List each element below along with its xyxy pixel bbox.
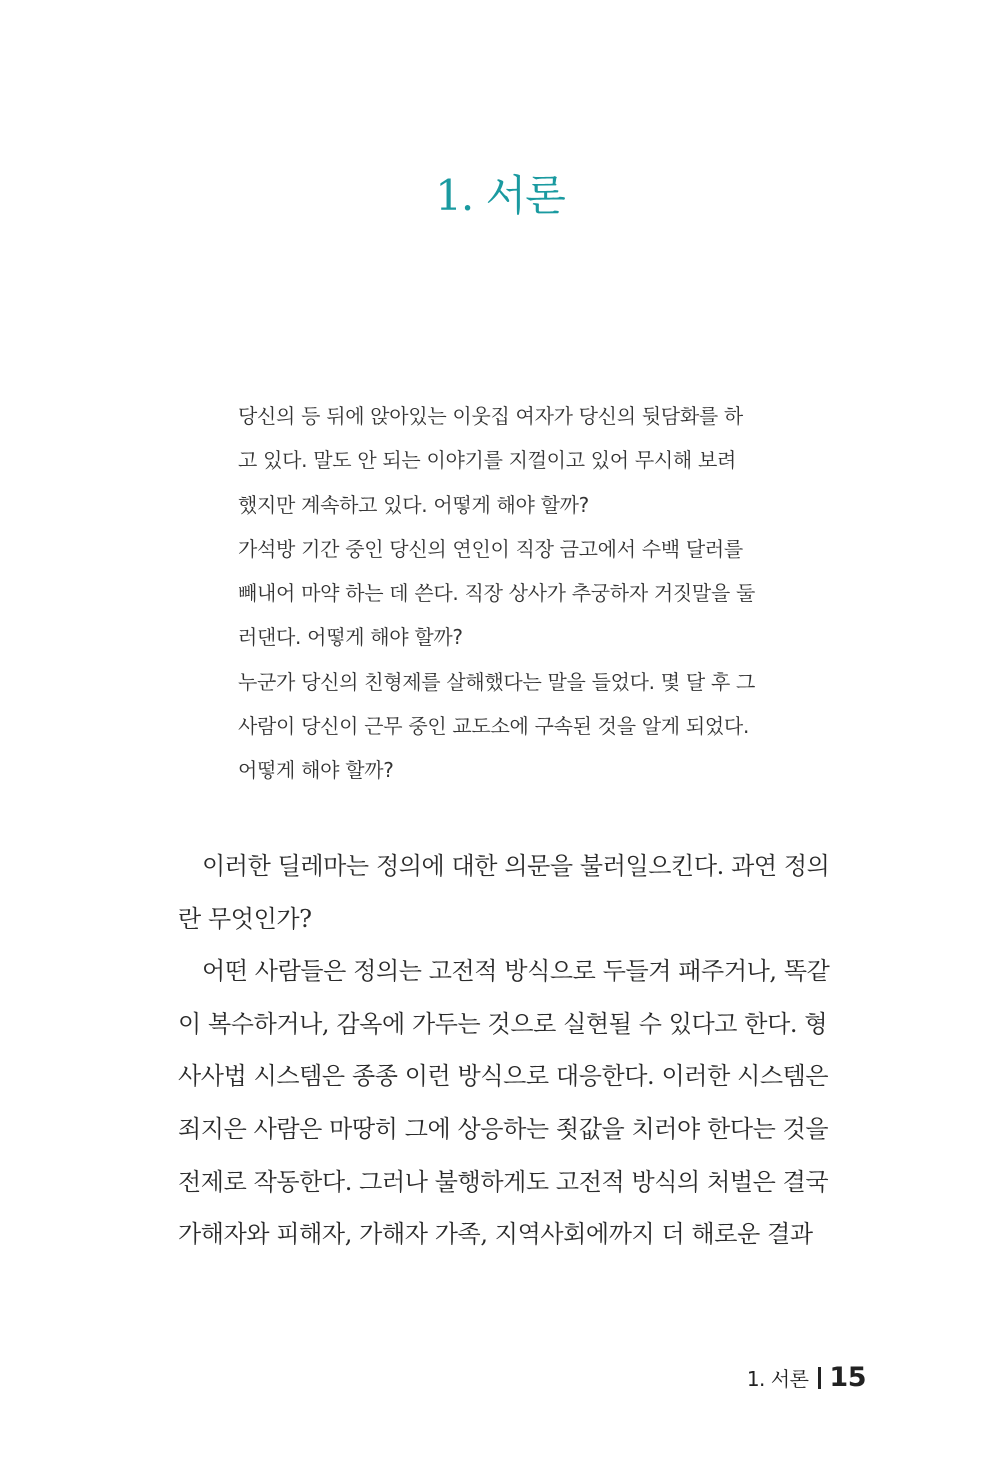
body-line: 이러한 딜레마는 정의에 대한 의문을 불러일으킨다. 과연 정의: [202, 852, 830, 880]
quote-line: 당신의 등 뒤에 앉아있는 이웃집 여자가 당신의 뒷담화를 하: [238, 404, 743, 428]
running-footer-chapter: 1. 서론: [746, 1367, 809, 1391]
quote-line: 고 있다. 말도 안 되는 이야기를 지껄이고 있어 무시해 보려: [238, 448, 737, 473]
page-footer: [747, 1362, 866, 1393]
case-examples-block: [238, 394, 808, 793]
body-line: 사사법 시스템은 종종 이런 방식으로 대응한다. 이러한 시스템은: [178, 1062, 829, 1091]
quote-line: 어떻게 해야 할까?: [238, 758, 394, 783]
chapter-title: 1. 서론: [435, 171, 565, 220]
body-line: 어떤 사람들은 정의는 고전적 방식으로 두들겨 패주거나, 똑같: [202, 957, 830, 986]
quote-line: 누군가 당신의 친형제를 살해했다는 말을 들었다. 몇 달 후 그: [238, 669, 756, 694]
body-text: [178, 840, 868, 1261]
body-line: 이 복수하거나, 감옥에 가두는 것으로 실현될 수 있다고 한다. 형: [178, 1009, 828, 1038]
quote-line: 사람이 당신이 근무 중인 교도소에 구속된 것을 알게 되었다.: [238, 714, 749, 739]
body-line: 전제로 작동한다. 그러나 불행하게도 고전적 방식의 처벌은 결국: [178, 1167, 829, 1196]
body-line: 란 무엇인가?: [178, 904, 312, 933]
page-number: 15: [829, 1362, 866, 1393]
body-line: 죄지은 사람은 마땅히 그에 상응하는 죗값을 치러야 한다는 것을: [178, 1114, 829, 1143]
quote-line: 빼내어 마약 하는 데 쓴다. 직장 상사가 추궁하자 거짓말을 둘: [238, 581, 756, 606]
quote-line: 했지만 계속하고 있다. 어떻게 해야 할까?: [238, 492, 589, 517]
quote-line: 가석방 기간 중인 당신의 연인이 직장 금고에서 수백 달러를: [238, 536, 743, 561]
body-line: 가해자와 피해자, 가해자 가족, 지역사회에까지 더 해로운 결과: [178, 1220, 813, 1249]
footer-divider: [818, 1367, 821, 1389]
quote-line: 러댄다. 어떻게 해야 할까?: [238, 625, 463, 650]
